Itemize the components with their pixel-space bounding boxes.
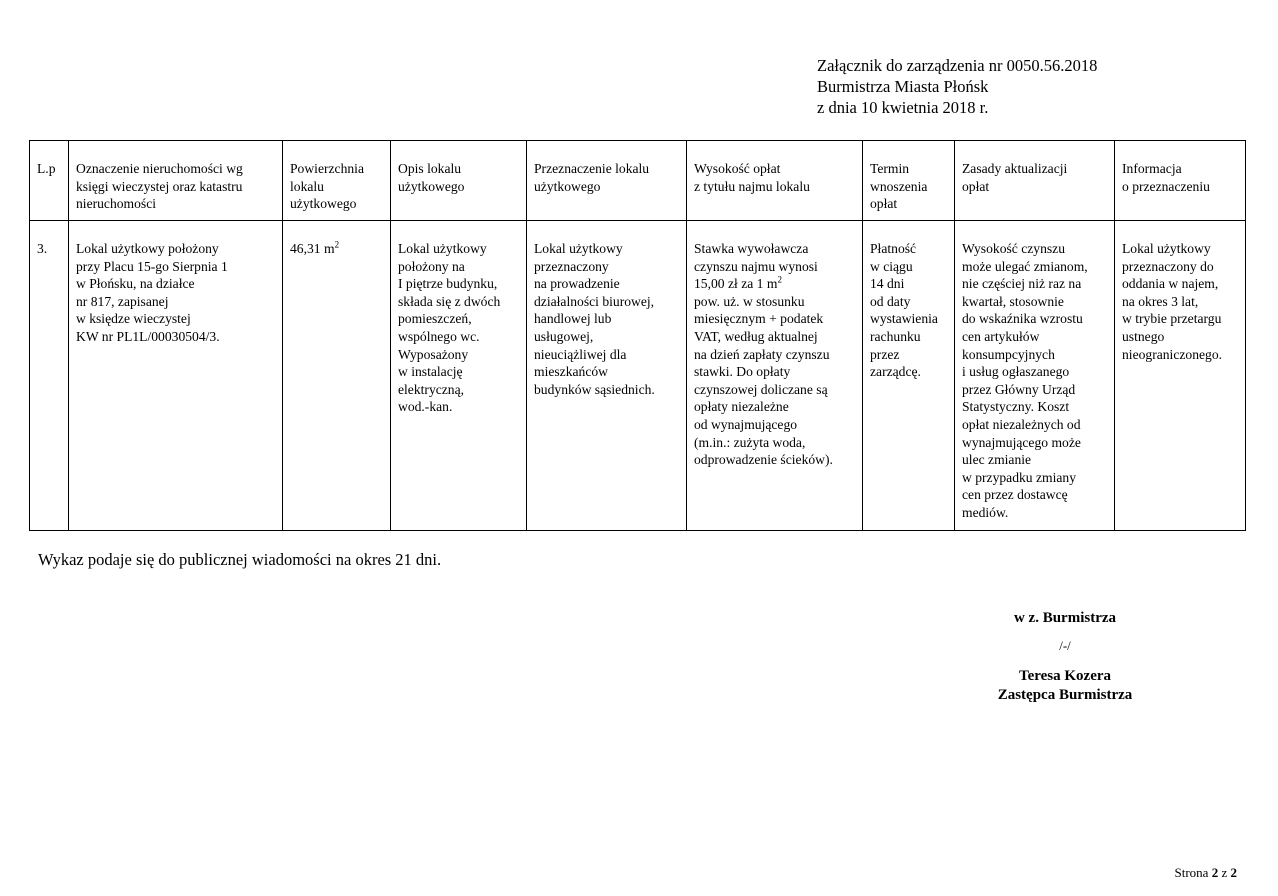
cell-text-line: na prowadzenie — [534, 276, 620, 292]
cell-oznaczenie — [69, 221, 283, 531]
cell-text-line: w księdze wieczystej — [76, 311, 191, 327]
cell-text-line: wod.-kan. — [398, 399, 453, 415]
column-header-line: L.p — [37, 161, 56, 176]
signatory-title: Zastępca Burmistrza — [997, 687, 1133, 703]
cell-text-line: czynszu najmu wynosi — [694, 258, 818, 274]
column-header-line: z tytułu najmu lokalu — [694, 178, 810, 194]
cell-text-line: ustnego — [1122, 328, 1165, 344]
publication-notice: Wykaz podaje się do publicznej wiadomości na okres 21 dni. — [38, 550, 442, 569]
cell-opis — [391, 221, 527, 531]
column-header-line: opłat — [962, 178, 990, 194]
cell-text-line: zarządcę. — [870, 364, 921, 380]
column-header-line: Informacja — [1122, 161, 1182, 176]
cell-text-line: przeznaczony do — [1122, 258, 1214, 274]
column-header-line: Wysokość opłat — [694, 161, 781, 176]
cell-text-line: elektryczną, — [398, 381, 465, 397]
cell-text-line: Lokal użytkowy — [534, 241, 623, 256]
cell-text-line: wynajmującego może — [962, 434, 1081, 450]
column-header-powierzchnia — [283, 141, 391, 221]
cell-text-line: składa się z dwóch — [398, 293, 501, 309]
cell-text-line: na dzień zapłaty czynszu — [694, 346, 830, 362]
column-header-line: Przeznaczenie lokalu — [534, 161, 650, 176]
column-header-informacja — [1115, 141, 1246, 221]
column-header-zasady — [955, 141, 1115, 221]
cell-informacja — [1115, 221, 1246, 531]
cell-text-line: konsumpcyjnych — [962, 346, 1055, 362]
cell-text-line: 14 dni — [870, 276, 905, 292]
cell-text-line: ulec zmianie — [962, 452, 1032, 468]
cell-text-line: usługowej, — [534, 328, 594, 344]
column-header-line: Zasady aktualizacji — [962, 161, 1068, 176]
column-header-line: Oznaczenie nieruchomości wg — [76, 161, 243, 176]
cell-text-line: Płatność — [870, 241, 917, 256]
cell-text-line: VAT, według aktualnej — [694, 328, 818, 344]
cell-text-line: wystawienia — [870, 311, 938, 327]
cell-text-line: mieszkańców — [534, 364, 608, 380]
page-number: Strona 2 z 2 — [1174, 865, 1237, 880]
column-header-line: nieruchomości — [76, 196, 157, 212]
column-header-line: o przeznaczeniu — [1122, 178, 1210, 194]
column-header-line: użytkowego — [290, 196, 357, 212]
column-header-line: Termin — [870, 161, 910, 176]
cell-text-line: opłaty niezależne — [694, 399, 789, 415]
cell-text-line: Wyposażony — [398, 346, 469, 362]
cell-text-line: (m.in.: zużyta woda, — [694, 434, 806, 450]
cell-text-line: działalności biurowej, — [534, 293, 655, 309]
cell-text-line: w trybie przetargu — [1122, 311, 1222, 327]
column-header-line: użytkowego — [534, 178, 601, 194]
cell-text-line: Lokal użytkowy — [1122, 241, 1211, 256]
column-header-line: wnoszenia — [870, 178, 928, 194]
column-header-lp — [30, 141, 69, 221]
cell-text-line: opłat niezależnych od — [962, 416, 1081, 432]
header-line-mayor: Burmistrza Miasta Płońsk — [817, 77, 989, 96]
column-header-line: lokalu — [290, 178, 324, 194]
cell-text-line: nr 817, zapisanej — [76, 293, 169, 309]
signature-mark: /-/ — [1059, 638, 1071, 653]
area-unit-superscript: 2 — [777, 274, 782, 285]
column-header-line: opłat — [870, 196, 898, 212]
cell-powierzchnia: 46,31 $m^2$ — [283, 221, 391, 531]
column-header-opis — [391, 141, 527, 221]
cell-text-line: mediów. — [962, 504, 1009, 520]
cell-text-line: i usług ogłaszanego — [962, 364, 1070, 380]
header-line-attachment: Załącznik do zarządzenia nr 0050.56.2018 — [817, 56, 1098, 75]
cell-text-line: oddania w najem, — [1122, 276, 1219, 292]
header-line-date: z dnia 10 kwietnia 2018 r. — [817, 98, 989, 117]
cell-text-line: nie częściej niż raz na — [962, 276, 1082, 292]
cell-text-line: Statystyczny. Koszt — [962, 399, 1070, 415]
area-unit-superscript: 2 — [334, 239, 340, 250]
cell-text-line: I piętrze budynku, — [398, 276, 498, 292]
column-header-line: Opis lokalu — [398, 161, 462, 176]
cell-text-line: przez Główny Urząd — [962, 381, 1076, 397]
cell-text-line: Stawka wywoławcza — [694, 241, 809, 256]
column-header-przeznaczenie — [527, 141, 687, 221]
signatory-name: Teresa Kozera — [1018, 668, 1112, 684]
cell-wysokosc — [687, 221, 863, 531]
cell-text-line: wspólnego wc. — [398, 328, 480, 344]
cell-text-line: kwartał, stosownie — [962, 293, 1064, 309]
cell-zasady — [955, 221, 1115, 531]
property-table — [29, 140, 1246, 531]
column-header-line: Powierzchnia — [290, 161, 364, 176]
cell-text-line: Lokal użytkowy — [398, 241, 487, 256]
cell-text-line: cen przez dostawcę — [962, 487, 1068, 503]
cell-text-line: przy Placu 15-go Sierpnia 1 — [76, 258, 228, 274]
column-header-oznaczenie — [69, 141, 283, 221]
cell-text-line: budynków sąsiednich. — [534, 381, 655, 397]
cell-text-line: nieograniczonego. — [1122, 346, 1223, 362]
cell-text-line: czynszowej doliczane są — [694, 381, 828, 397]
cell-text-line: cen artykułów — [962, 328, 1040, 344]
column-header-wysokosc — [687, 141, 863, 221]
cell-text-line: w Płońsku, na działce — [76, 276, 195, 292]
cell-text-line: odprowadzenie ścieków). — [694, 452, 833, 468]
table-header-row — [30, 141, 1246, 221]
cell-text-line: do wskaźnika wzrostu — [962, 311, 1083, 327]
table-row — [30, 221, 1246, 531]
column-header-termin — [863, 141, 955, 221]
cell-text-line: w przypadku zmiany — [962, 469, 1077, 485]
cell-text-line: Lokal użytkowy położony — [76, 241, 219, 256]
cell-text-line: KW nr PL1L/00030504/3. — [76, 328, 220, 344]
cell-text-line: w ciągu — [870, 258, 913, 274]
cell-text-line: może ulegać zmianom, — [962, 258, 1088, 274]
cell-text-line: na okres 3 lat, — [1122, 293, 1199, 309]
cell-text-line: handlowej lub — [534, 311, 612, 327]
cell-text-line: od daty — [870, 293, 911, 309]
cell-text-line: rachunku — [870, 328, 921, 344]
cell-text-line: od wynajmującego — [694, 416, 798, 432]
cell-text-line: 15,00 zł za 1 $m^2$ — [694, 274, 782, 292]
signature-for: w z. Burmistrza — [1013, 610, 1117, 626]
column-header-line: księgi wieczystej oraz katastru — [76, 178, 243, 194]
cell-text-line: miesięcznym + podatek — [694, 311, 824, 327]
cell-przeznaczenie — [527, 221, 687, 531]
cell-text-line: pomieszczeń, — [398, 311, 472, 327]
cell-termin — [863, 221, 955, 531]
cell-lp: 3. — [30, 221, 69, 531]
cell-text-line: przez — [870, 346, 900, 362]
column-header-line: użytkowego — [398, 178, 465, 194]
document-header — [817, 55, 1097, 118]
cell-text-line: Wysokość czynszu — [962, 241, 1065, 256]
signature-block — [960, 667, 1170, 705]
cell-text-line: pow. uż. w stosunku — [694, 293, 805, 309]
cell-text-line: położony na — [398, 258, 465, 274]
cell-text-line: stawki. Do opłaty — [694, 364, 791, 380]
cell-text-line: nieuciążliwej dla — [534, 346, 627, 362]
cell-text-line: przeznaczony — [534, 258, 609, 274]
cell-text-line: w instalację — [398, 364, 463, 380]
